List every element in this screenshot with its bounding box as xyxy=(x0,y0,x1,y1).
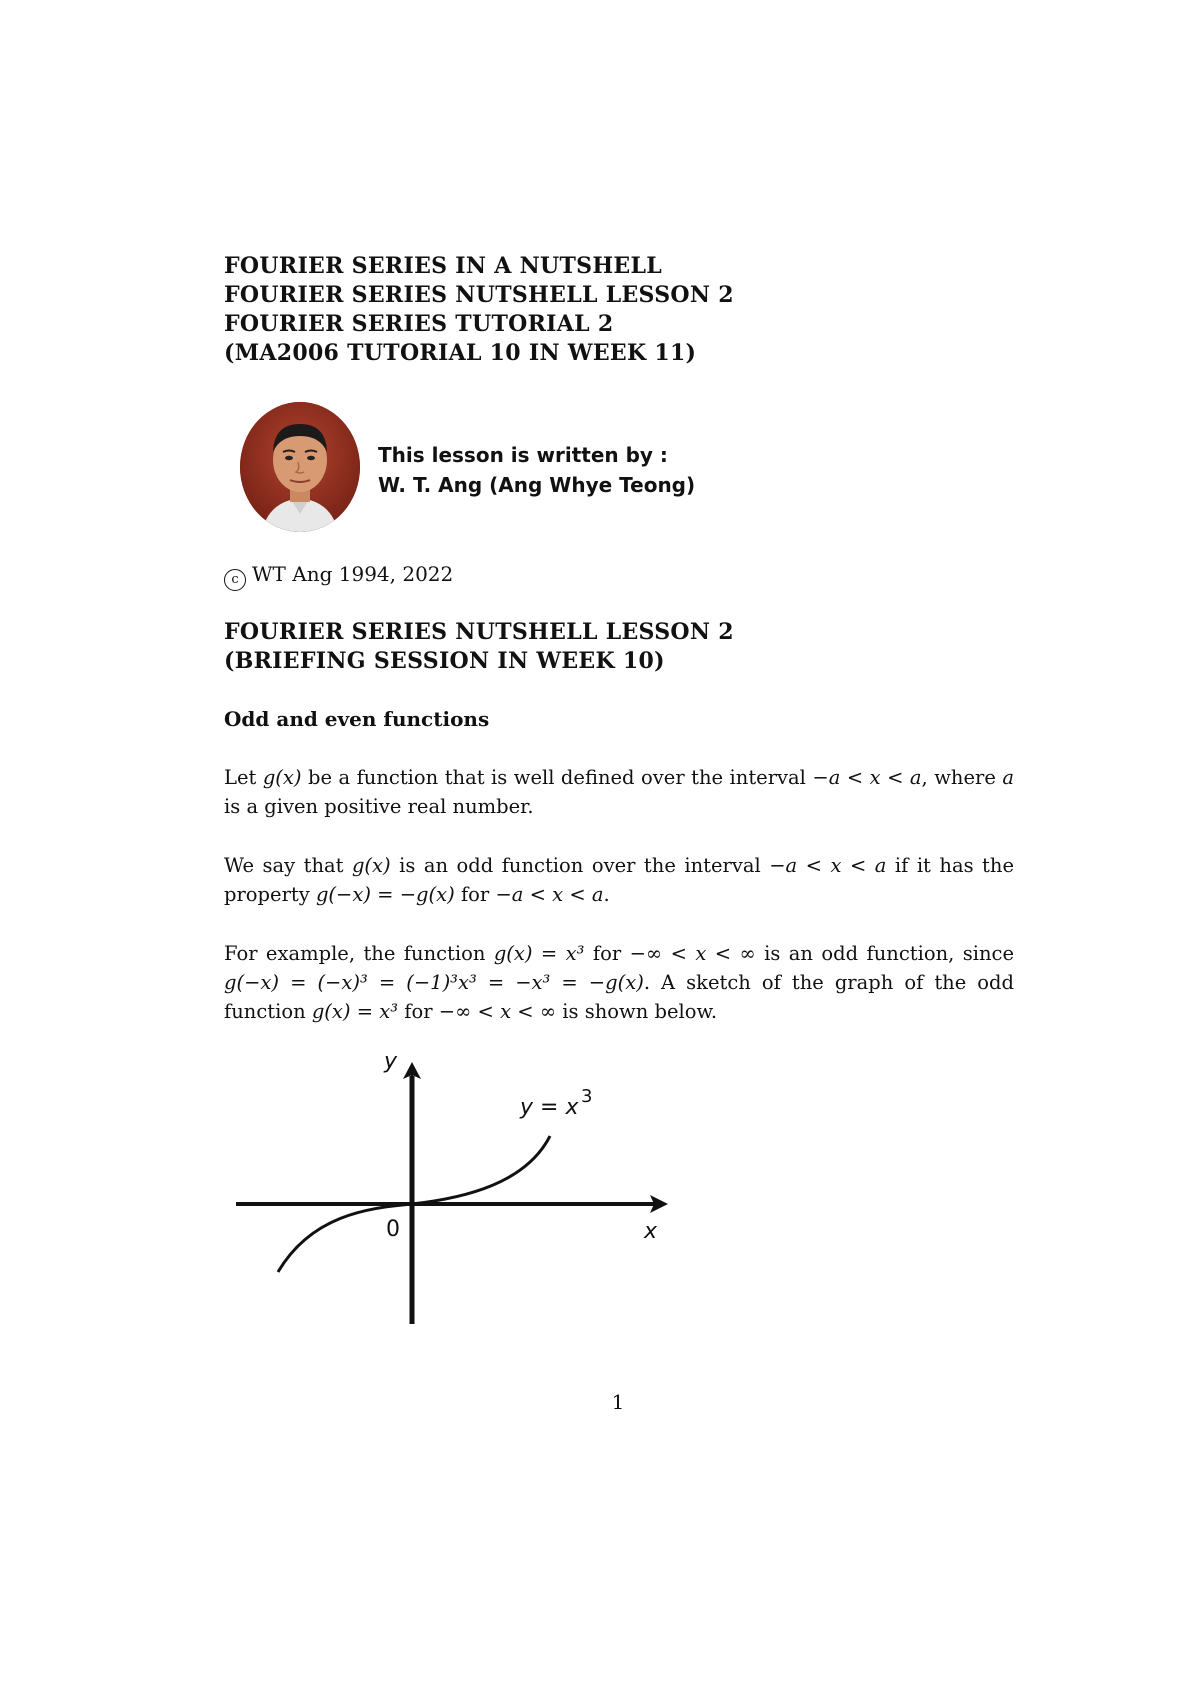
math-run: −a < x < a xyxy=(769,854,887,877)
y-axis-label: y xyxy=(384,1049,398,1074)
curve-positive-branch xyxy=(412,1136,550,1204)
math-run: −a < x < a xyxy=(495,883,604,906)
lesson-heading-line-2: (BRIEFING SESSION IN WEEK 10) xyxy=(224,648,665,674)
copyright-line xyxy=(224,560,1014,591)
title-line-3: FOURIER SERIES TUTORIAL 2 xyxy=(224,311,614,337)
page-number: 1 xyxy=(611,1390,625,1414)
origin-label: 0 xyxy=(386,1217,400,1242)
author-card xyxy=(240,402,800,536)
text-run: is an odd function, since xyxy=(755,942,1014,965)
text-run: We say that xyxy=(224,854,352,877)
text-run: is shown below. xyxy=(556,1000,718,1023)
copyright-text: WT Ang 1994, 2022 xyxy=(252,562,454,586)
author-photo xyxy=(240,402,360,532)
written-by-label: This lesson is written by : xyxy=(378,443,668,467)
curve-label: y = x xyxy=(520,1095,579,1120)
text-run: For example, the function xyxy=(224,942,494,965)
paragraph-odd-function xyxy=(224,851,1014,909)
text-run: is a given positive real number. xyxy=(224,795,534,818)
text-run: for xyxy=(454,883,496,906)
author-name: W. T. Ang (Ang Whye Teong) xyxy=(378,473,696,497)
text-run: Let xyxy=(224,766,263,789)
title-line-1: FOURIER SERIES IN A NUTSHELL xyxy=(224,253,663,279)
lesson-heading xyxy=(224,618,1014,676)
author-credit xyxy=(378,440,695,500)
math-run: −∞ < x < ∞ xyxy=(629,942,756,965)
curve-label-exponent: 3 xyxy=(581,1086,593,1107)
math-run: g(x) = x³ xyxy=(493,942,585,965)
text-run: be a function that is well defined over the interval xyxy=(301,766,813,789)
text-run: for xyxy=(398,1000,439,1023)
cubic-graph xyxy=(236,1048,676,1328)
math-run: a xyxy=(1002,766,1014,789)
math-run: −∞ < x < ∞ xyxy=(438,1000,557,1023)
text-run: . A sketch of the graph of the odd function xyxy=(224,971,1014,1023)
text-run: . xyxy=(603,883,610,906)
text-run: , where xyxy=(921,766,1003,789)
paragraph-example xyxy=(224,939,1014,1026)
section-heading: Odd and even functions xyxy=(224,707,490,731)
x-axis-label: x xyxy=(644,1219,658,1244)
text-run: is an odd function over the interval xyxy=(390,854,770,877)
math-run: g(−x) = −g(x) xyxy=(315,883,455,906)
text-run: if it has the property xyxy=(224,854,1014,906)
text-run: for xyxy=(584,942,630,965)
math-run: g(x) xyxy=(351,854,391,877)
cubic-graph-svg xyxy=(236,1048,676,1328)
title-line-2: FOURIER SERIES NUTSHELL LESSON 2 xyxy=(224,282,734,308)
copyright-icon: c xyxy=(224,569,246,591)
math-run: −a < x < a xyxy=(812,766,922,789)
lesson-heading-line-1: FOURIER SERIES NUTSHELL LESSON 2 xyxy=(224,619,734,645)
math-run: g(x) xyxy=(262,766,302,789)
math-run: g(−x) = (−x)³ = (−1)³x³ = −x³ = −g(x) xyxy=(224,971,644,994)
title-line-4: (MA2006 TUTORIAL 10 IN WEEK 11) xyxy=(224,340,697,366)
math-run: g(x) = x³ xyxy=(311,1000,399,1023)
paragraph-definition xyxy=(224,763,1014,821)
document-title xyxy=(224,252,1014,368)
